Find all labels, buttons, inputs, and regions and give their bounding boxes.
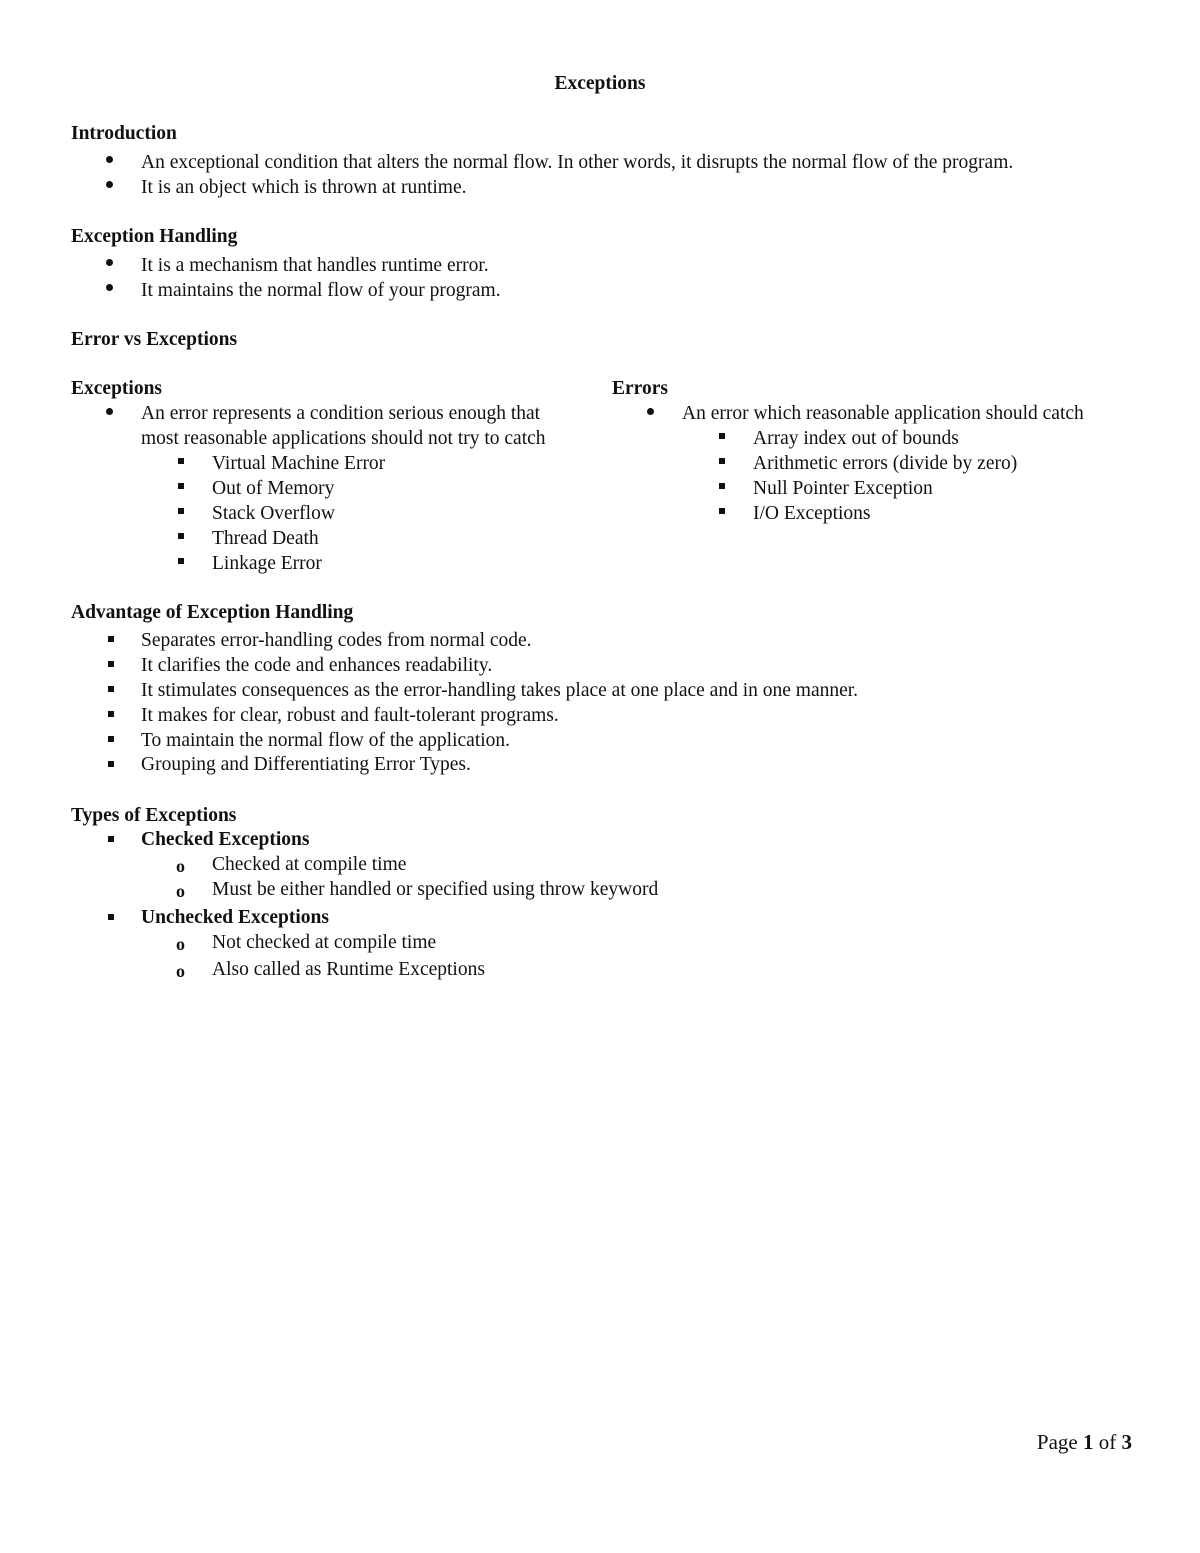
total-pages: 3 [1121,1430,1132,1454]
sub-list-item: I/O Exceptions [753,503,871,524]
square-bullet-icon [178,458,184,464]
bullet-icon [106,156,113,163]
hollow-bullet-icon: o [176,856,185,876]
list-item: An error represents a condition serious enough that [141,403,541,424]
list-item: It is a mechanism that handles runtime error. [141,255,489,276]
list-item: It clarifies the code and enhances readability. [141,655,493,676]
sub-list-item: Array index out of bounds [753,428,959,449]
square-bullet-icon [108,914,114,920]
hollow-bullet-icon: o [176,881,185,901]
sub-list-item: Virtual Machine Error [212,453,386,474]
current-page: 1 [1083,1430,1094,1454]
hollow-bullet-icon: o [176,934,185,954]
list-item: It maintains the normal flow of your program. [141,280,501,301]
list-item: It stimulates consequences as the error-handling takes place at one place and in one manner. [141,680,859,701]
square-bullet-icon [108,711,114,717]
sub-list-item: Stack Overflow [212,503,335,524]
sub-list-item: Out of Memory [212,478,335,499]
of-word: of [1098,1430,1117,1454]
square-bullet-icon [108,661,114,667]
square-bullet-icon [108,736,114,742]
page-number-footer [1037,1430,1132,1455]
list-item-checked-exceptions: Checked Exceptions [141,829,310,850]
bullet-icon [106,284,113,291]
list-item-continuation: most reasonable applications should not try to catch [141,428,546,449]
square-bullet-icon [178,558,184,564]
sub-list-item: Arithmetic errors (divide by zero) [753,453,1018,474]
square-bullet-icon [719,483,725,489]
list-item: An exceptional condition that alters the normal flow. In other words, it disrupts the normal flow of the program. [141,152,1014,173]
list-item: To maintain the normal flow of the application. [141,730,511,751]
list-item: Grouping and Differentiating Error Types. [141,754,471,775]
heading-exception-handling: Exception Handling [71,226,238,247]
sub-list-item: Must be either handled or specified using throw keyword [212,879,659,900]
page-word: Page [1036,1430,1078,1454]
list-item: It makes for clear, robust and fault-tolerant programs. [141,705,559,726]
heading-introduction: Introduction [71,123,177,144]
square-bullet-icon [108,761,114,767]
square-bullet-icon [719,508,725,514]
list-item: An error which reasonable application should catch [682,403,1084,424]
heading-exceptions-column: Exceptions [71,378,163,399]
heading-types-of-exceptions: Types of Exceptions [71,805,237,826]
square-bullet-icon [178,508,184,514]
sub-list-item: Thread Death [212,528,319,549]
square-bullet-icon [108,836,114,842]
square-bullet-icon [719,458,725,464]
square-bullet-icon [108,686,114,692]
document-title: Exceptions [554,73,646,94]
bullet-icon [106,181,113,188]
sub-list-item: Linkage Error [212,553,322,574]
list-item: It is an object which is thrown at runtime. [141,177,467,198]
square-bullet-icon [719,433,725,439]
square-bullet-icon [108,636,114,642]
square-bullet-icon [178,483,184,489]
square-bullet-icon [178,533,184,539]
heading-advantages: Advantage of Exception Handling [71,602,354,623]
sub-list-item: Checked at compile time [212,854,407,875]
sub-list-item: Null Pointer Exception [753,478,933,499]
bullet-icon [647,408,654,415]
sub-list-item: Also called as Runtime Exceptions [212,959,485,980]
sub-list-item: Not checked at compile time [212,932,437,953]
hollow-bullet-icon: o [176,961,185,981]
heading-error-vs-exceptions: Error vs Exceptions [71,329,238,350]
list-item: Separates error-handling codes from normal code. [141,630,532,651]
bullet-icon [106,259,113,266]
list-item-unchecked-exceptions: Unchecked Exceptions [141,907,329,928]
heading-errors-column: Errors [612,378,668,399]
bullet-icon [106,408,113,415]
